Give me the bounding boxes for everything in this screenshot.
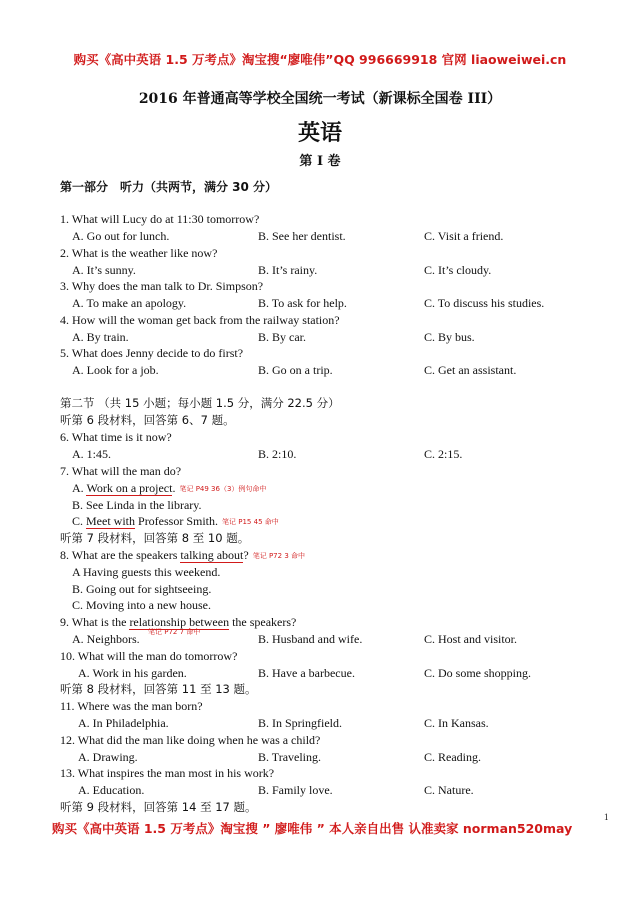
q8-stem-suffix: ? (243, 548, 249, 562)
q8-note: 笔记 P72 3 命中 (252, 552, 305, 561)
q8-option-a: A Having guests this weekend. (72, 565, 221, 579)
q5-option-b: B. Go on a trip. (258, 363, 333, 377)
q9-stem-prefix: 9. What is the (60, 615, 130, 629)
q9-stem-suffix: the speakers? (229, 615, 297, 629)
q5-stem: 5. What does Jenny decide to do first? (60, 346, 244, 360)
q9-note: 笔记 P72 7 命中 (148, 628, 201, 636)
q9-option-b: B. Husband and wife. (258, 632, 363, 646)
q10-option-a: A. Work in his garden. (78, 666, 187, 680)
q11-option-a: A. In Philadelphia. (78, 716, 169, 730)
q4-option-c: C. By bus. (424, 330, 475, 344)
q7-option-c-suffix: Professor Smith. (135, 514, 219, 528)
q7-option-c-prefix: C. (72, 514, 87, 528)
q7-option-c-note: 笔记 P15 45 命中 (222, 518, 279, 527)
q5-option-c: C. Get an assistant. (424, 363, 517, 377)
directions-9: 听第 9 段材料，回答第 14 至 17 题。 (60, 800, 257, 814)
directions-6: 听第 6 段材料，回答第 6、7 题。 (60, 413, 235, 427)
directions-7: 听第 7 段材料，回答第 8 至 10 题。 (60, 531, 250, 545)
ad-banner-bottom: 购买《高中英语 1.5 万考点》淘宝搜 ” 廖唯伟 ” 本人亲自出售 认准卖家 norman520may (52, 821, 573, 836)
q10-option-b: B. Have a barbecue. (258, 666, 355, 680)
q7-option-b: B. See Linda in the library. (72, 498, 202, 512)
q7-option-a-suffix: . (172, 481, 176, 495)
q6-option-c: C. 2:15. (424, 447, 463, 461)
q8-stem-prefix: 8. What are the speakers (60, 548, 181, 562)
q7-option-a-prefix: A. (72, 481, 87, 495)
q7-option-a-note: 笔记 P49 36（3）例句命中 (179, 485, 267, 494)
q10-option-c: C. Do some shopping. (424, 666, 532, 680)
q1-option-a: A. Go out for lunch. (72, 229, 170, 243)
q4-option-b: B. By car. (258, 330, 306, 344)
subject-heading: 英语 (297, 120, 342, 146)
q2-option-c: C. It’s cloudy. (424, 263, 492, 277)
part1-heading: 第一部分 听力（共两节，满分 30 分） (60, 180, 278, 194)
q12-option-c: C. Reading. (424, 750, 481, 764)
q9-option-a: A. Neighbors. (72, 632, 140, 646)
q7-stem: 7. What will the man do? (60, 464, 182, 478)
q1-option-b: B. See her dentist. (258, 229, 346, 243)
q6-stem: 6. What time is it now? (60, 430, 172, 444)
q9-stem-underlined: relationship between (129, 615, 230, 629)
q4-stem: 4. How will the woman get back from the railway station? (60, 313, 340, 327)
directions-8: 听第 8 段材料，回答第 11 至 13 题。 (60, 682, 257, 696)
q6-option-a: A. 1:45. (72, 447, 111, 461)
q6-option-b: B. 2:10. (258, 447, 297, 461)
volume-heading: 第 I 卷 (299, 154, 341, 169)
q13-stem: 13. What inspires the man most in his work? (60, 766, 275, 780)
q12-option-b: B. Traveling. (258, 750, 322, 764)
q11-option-c: C. In Kansas. (424, 716, 489, 730)
q11-stem: 11. Where was the man born? (60, 699, 203, 713)
q7-option-c (72, 514, 279, 529)
q11-option-b: B. In Springfield. (258, 716, 342, 730)
q10-stem: 10. What will the man do tomorrow? (60, 649, 238, 663)
q2-option-a: A. It’s sunny. (72, 263, 136, 277)
q3-option-c: C. To discuss his studies. (424, 296, 545, 310)
page-number: 1 (604, 812, 609, 822)
q9-option-c: C. Host and visitor. (424, 632, 518, 646)
q8-stem (60, 548, 305, 563)
q1-stem: 1. What will Lucy do at 11:30 tomorrow? (60, 212, 260, 226)
exam-title: 2016 年普通高等学校全国统一考试（新课标全国卷 III） (138, 91, 502, 107)
q7-option-a (72, 481, 266, 496)
q1-option-c: C. Visit a friend. (424, 229, 504, 243)
q8-option-c: C. Moving into a new house. (72, 598, 211, 612)
q3-option-b: B. To ask for help. (258, 296, 347, 310)
q3-option-a: A. To make an apology. (72, 296, 187, 310)
q12-option-a: A. Drawing. (78, 750, 138, 764)
q7-option-c-underlined: Meet with (86, 514, 136, 528)
q13-option-b: B. Family love. (258, 783, 333, 797)
q8-option-b: B. Going out for sightseeing. (72, 582, 212, 596)
q4-option-a: A. By train. (72, 330, 129, 344)
section2-heading: 第二节 （共 15 小题；每小题 1.5 分，满分 22.5 分） (60, 396, 340, 410)
q8-stem-underlined: talking about (180, 548, 244, 562)
ad-banner-top: 购买《高中英语 1.5 万考点》淘宝搜“廖唯伟”QQ 996669918 官网 liaoweiwei.cn (73, 52, 567, 67)
q2-option-b: B. It’s rainy. (258, 263, 318, 277)
q5-option-a: A. Look for a job. (72, 363, 159, 377)
q7-option-a-underlined: Work on a project (86, 481, 173, 495)
q2-stem: 2. What is the weather like now? (60, 246, 218, 260)
q3-stem: 3. Why does the man talk to Dr. Simpson? (60, 279, 264, 293)
q13-option-c: C. Nature. (424, 783, 474, 797)
q12-stem: 12. What did the man like doing when he was a child? (60, 733, 321, 747)
q13-option-a: A. Education. (78, 783, 145, 797)
